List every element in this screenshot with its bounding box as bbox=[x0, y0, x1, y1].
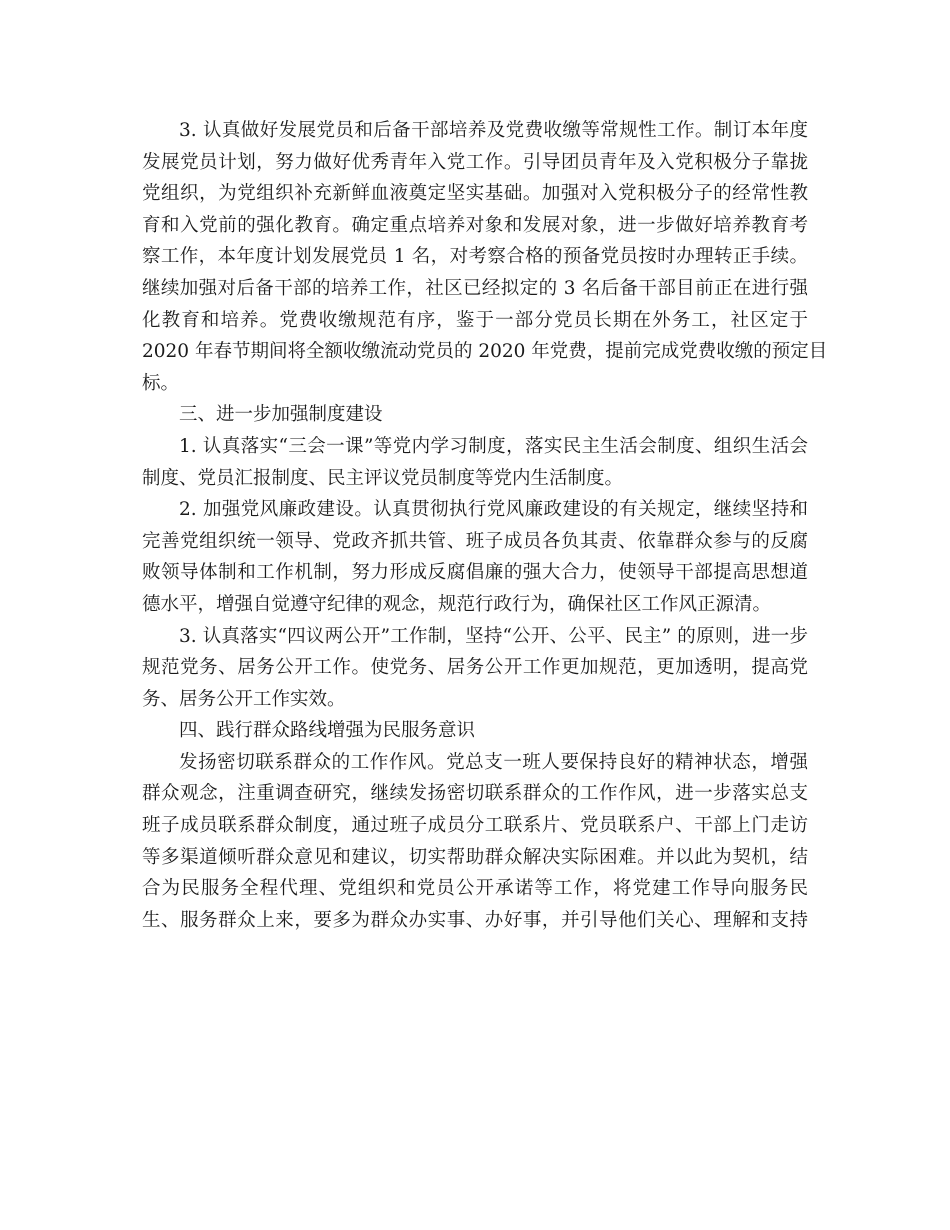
text-line: 合为民服务全程代理、党组织和党员公开承诺等工作，将党建工作导向服务民 bbox=[142, 878, 808, 900]
text-line: 1. 认真落实“三会一课”等党内学习制度，落实民主生活会制度、组织生活会 bbox=[179, 435, 808, 457]
text-line: 3. 认真做好发展党员和后备干部培养及党费收缴等常规性工作。制订本年度 bbox=[179, 120, 808, 141]
text-line: 四、践行群众路线增强为民服务意识 bbox=[179, 720, 476, 742]
text-line: 2020 年春节期间将全额收缴流动党员的 2020 年党费，提前完成党费收缴的预定目 bbox=[142, 341, 828, 363]
text-line: 生、服务群众上来，要多为群众办实事、办好事，并引导他们关心、理解和支持 bbox=[142, 909, 808, 931]
text-line: 务、居务公开工作实效。 bbox=[142, 688, 346, 710]
text-line: 败领导体制和工作机制，努力形成反腐倡廉的强大合力，使领导干部提高思想道 bbox=[142, 562, 808, 584]
text-line: 发扬密切联系群众的工作作风。党总支一班人要保持良好的精神状态，增强 bbox=[179, 751, 808, 773]
text-line: 标。 bbox=[142, 372, 180, 394]
text-line: 察工作，本年度计划发展党员 1 名，对考察合格的预备党员按时办理转正手续。 bbox=[142, 246, 808, 268]
text-line: 3. 认真落实“四议两公开”工作制，坚持“公开、公平、民主” 的原则，进一步 bbox=[179, 625, 808, 647]
text-line: 三、进一步加强制度建设 bbox=[179, 404, 383, 426]
document-body bbox=[142, 115, 828, 936]
text-line: 班子成员联系群众制度，通过班子成员分工联系片、党员联系户、干部上门走访 bbox=[142, 815, 808, 837]
text-line: 德水平，增强自觉遵守纪律的观念，规范行政行为，确保社区工作风正源清。 bbox=[142, 593, 772, 615]
text-line: 育和入党前的强化教育。确定重点培养对象和发展对象，进一步做好培养教育考 bbox=[142, 214, 808, 236]
text-line: 继续加强对后备干部的培养工作，社区已经拟定的 3 名后备干部目前正在进行强 bbox=[142, 277, 808, 299]
text-line: 发展党员计划，努力做好优秀青年入党工作。引导团员青年及入党积极分子靠拢 bbox=[142, 151, 808, 173]
text-line: 群众观念，注重调查研究，继续发扬密切联系群众的工作作风，进一步落实总支 bbox=[142, 783, 808, 805]
text-line: 制度、党员汇报制度、民主评议党员制度等党内生活制度。 bbox=[142, 467, 624, 489]
text-line: 规范党务、居务公开工作。使党务、居务公开工作更加规范，更加透明，提高党 bbox=[142, 657, 808, 679]
text-line: 完善党组织统一领导、党政齐抓共管、班子成员各负其责、依靠群众参与的反腐 bbox=[142, 530, 808, 552]
text-line: 等多渠道倾听群众意见和建议，切实帮助群众解决实际困难。并以此为契机，结 bbox=[142, 846, 808, 868]
text-line: 党组织，为党组织补充新鲜血液奠定坚实基础。加强对入党积极分子的经常性教 bbox=[142, 183, 808, 205]
text-line: 化教育和培养。党费收缴规范有序，鉴于一部分党员长期在外务工，社区定于 bbox=[142, 309, 808, 331]
text-line: 2. 加强党风廉政建设。认真贯彻执行党风廉政建设的有关规定，继续坚持和 bbox=[179, 499, 808, 521]
